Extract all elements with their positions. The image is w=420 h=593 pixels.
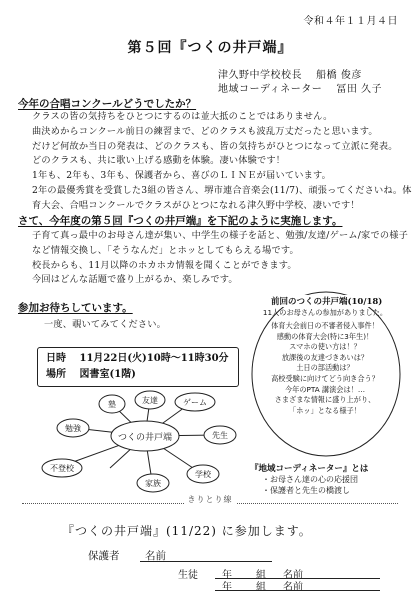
guardian-name-label: 名前: [145, 550, 166, 562]
class-label: 組: [256, 570, 266, 581]
cut-line-label-wrap: [22, 494, 398, 505]
section2-body: [32, 229, 408, 288]
student-label: 生徒: [178, 570, 198, 581]
previous-item: 土日の部活動は？: [296, 363, 354, 373]
section2-line: 子育て真っ最中のお母さん達が集い、中学生の様子を話と、勉強/友達/ゲーム/家での様子: [32, 230, 408, 241]
guardian-label: 保護者: [88, 550, 120, 562]
section1-heading: 今年の合唱コンクールどうでしたか？: [18, 98, 197, 110]
section3-intro: 一度、覗いてみてください。: [44, 319, 167, 330]
mindmap-node-label: 不登校: [50, 464, 74, 473]
section1-body: [32, 110, 412, 214]
section2-line: 今回はどんな話題で盛り上がるか、楽しみです。: [32, 274, 238, 286]
section1-line: 1年も、2年も、3年も、保護者から、喜びのＬＩＮＥが届いています。: [32, 170, 332, 182]
guardian-name-line[interactable]: [140, 561, 272, 562]
mindmap-node-label: 家族: [145, 479, 161, 488]
previous-session-title: 前回のつくの井戸端(10/18): [268, 295, 385, 307]
section1-line: 曲決めからコンクール前日の練習まで、どのクラスも波乱万丈だったと思います。: [32, 125, 378, 137]
datetime-value: 11月22日(火)10時～11時30分: [79, 353, 229, 364]
coordinator-line: ・保護者と先生の橋渡し: [262, 486, 350, 495]
author-coordinator: 地域コーディネーター 冨田 久子: [218, 84, 383, 95]
section1-line: だけど何故か当日の発表は、どのクラスも、皆の気持ちがひとつになって立派に発表。: [32, 140, 398, 152]
previous-item: 今年のPTA 講演会は！…: [284, 384, 366, 394]
place-label: 場所: [46, 369, 66, 380]
page-title: 第５回『つくの井戸端』: [127, 40, 293, 56]
section1-line: どのクラスも、共に歌い上げる感動を体験。凄い体験です！: [32, 155, 286, 167]
previous-item: 放課後の友達づきあいは？: [281, 352, 369, 362]
previous-item: 「ホッ」となる様子！: [289, 405, 361, 415]
section1-line: 育大会、合唱コンクールでクラスがひとつになれる津久野中学校、凄いです！: [32, 199, 360, 211]
previous-item: さまざまな情報に盛り上がり、: [274, 395, 376, 405]
mindmap-node-label: 友達: [142, 396, 158, 405]
coordinator-description: [262, 474, 358, 496]
mindmap-node-label: 先生: [212, 431, 228, 440]
datetime-label: 日時: [46, 353, 66, 364]
author-principal: 津久野中学校校長 船橋 俊彦: [218, 70, 362, 81]
mindmap-center-label: つくの井戸端: [117, 433, 173, 443]
topic-mindmap: [40, 388, 250, 498]
student-line-2[interactable]: [215, 590, 380, 591]
date: 令和４年１１月４日: [303, 16, 398, 27]
section1-line: クラスの皆の気持ちをひとつにするのは並大抵のことではありません。: [32, 111, 333, 122]
reply-heading: 『つくの井戸端』(11/22) に参加します。: [62, 524, 312, 538]
student-name-label: 名前: [283, 570, 303, 581]
cut-line-label: きりとり線: [184, 495, 237, 504]
coordinator-title: 『地域コーディネーター』とは: [250, 464, 369, 474]
section2-line: など情報交換し、「そうなんだ」とホッとしてもらえる場です。: [32, 244, 299, 256]
section3-heading: 参加お待ちしています。: [18, 302, 133, 314]
mindmap-node-label: 塾: [108, 400, 116, 409]
place-value: 図書室(1階): [79, 369, 136, 380]
event-details-box: [37, 347, 239, 387]
section2-heading: さて、今年度の第５回『つくの井戸端』を下記のように実施します。: [18, 215, 343, 227]
previous-item: 高校受験に向けてどう向き合う？: [271, 373, 379, 383]
datetime-row: [46, 351, 238, 367]
section2-line: 校長からも、11月以降のホカホカ情報を聞くことができます。: [32, 259, 297, 271]
section1-line: 2年の最優秀賞を受賞した3組の皆さん、堺市連合音楽会(11/7)、頑張ってくださいね。体: [32, 184, 412, 196]
previous-item: 体育大会前日の不審者侵入事件！: [271, 321, 379, 330]
grade-label: 年: [222, 570, 232, 581]
previous-item: スマホの使い方は！？: [289, 342, 361, 352]
coordinator-line: ・お母さん達の心の応援団: [262, 475, 358, 484]
mindmap-node-label: 勉強: [65, 424, 81, 433]
place-row: [46, 367, 238, 383]
student-name-label-2: 名前: [283, 582, 303, 593]
grade-label-2: 年: [222, 582, 232, 593]
previous-item: 感動の体育大会(特に3年生)！: [276, 331, 374, 341]
mindmap-node-label: ゲーム: [183, 398, 207, 407]
previous-session-lead: 11人のお母さんの参加がありました。: [262, 308, 388, 317]
class-label-2: 組: [256, 582, 266, 593]
previous-session-items: [260, 321, 390, 416]
mindmap-node-label: 学校: [195, 470, 211, 479]
